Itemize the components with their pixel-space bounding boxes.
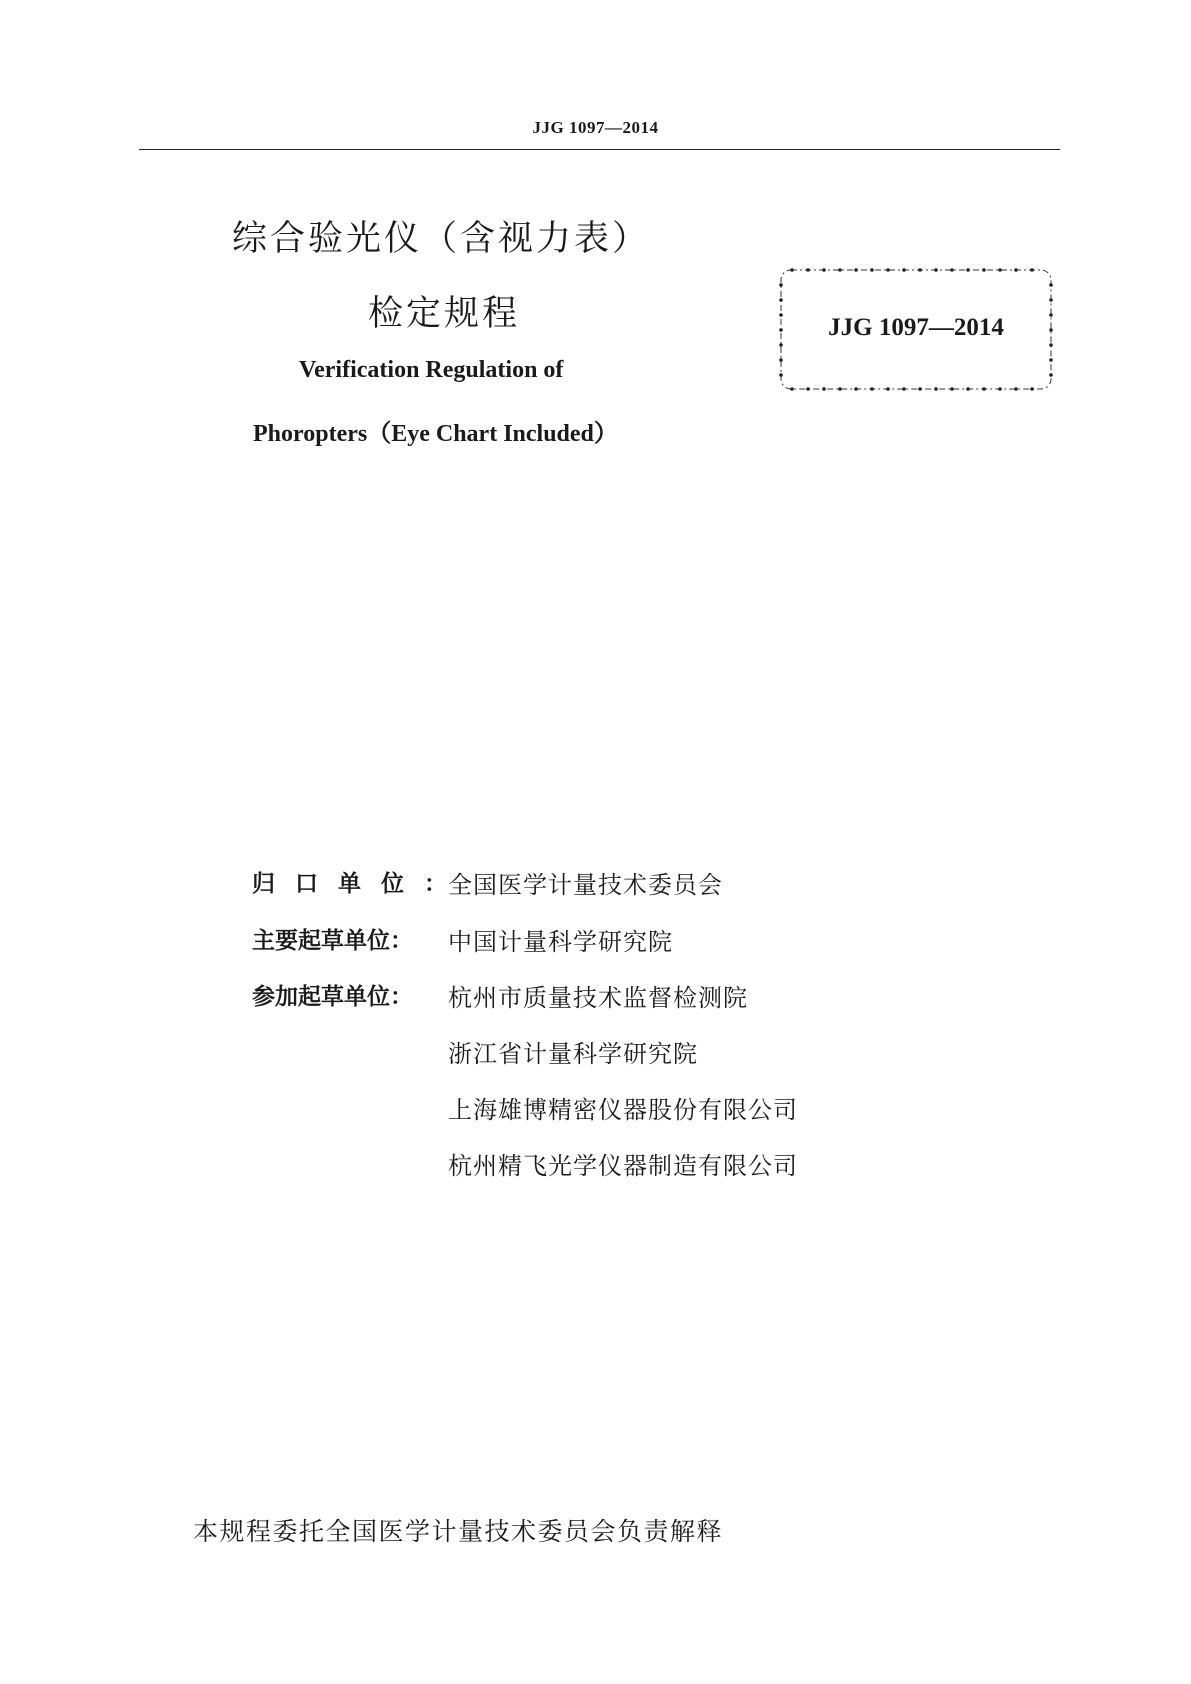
frame-dot [1049,283,1053,287]
interpretation-note: 本规程委托全国医学计量技术委员会负责解释 [193,1517,724,1546]
frame-dot [1014,387,1018,391]
frame-dot [886,387,890,391]
org-value: 全国医学计量技术委员会 [448,871,723,899]
frame-dot [950,387,954,391]
frame-dot [1049,298,1053,302]
title-english-line-2: Phoropters（Eye Chart Included） [253,421,618,447]
frame-dot [998,268,1002,272]
frame-dot [1049,373,1053,377]
frame-dot [806,268,810,272]
header-standard-code: JJG 1097—2014 [532,118,659,137]
frame-dot [806,387,810,391]
frame-dot [1030,268,1034,272]
frame-dot [918,268,922,272]
frame-dot [838,268,842,272]
frame-dot [1030,387,1034,391]
org-value: 杭州市质量技术监督检测院 [448,984,748,1012]
frame-dot [902,387,906,391]
stamp-standard-code: JJG 1097—2014 [828,314,1004,341]
frame-dot [1049,343,1053,347]
frame-dot [779,298,783,302]
frame-dot [779,343,783,347]
frame-dot [982,387,986,391]
org-label: 参加起草单位： [252,984,413,1010]
org-value: 上海雄博精密仪器股份有限公司 [448,1096,798,1124]
frame-dot [1014,268,1018,272]
frame-dot [854,387,858,391]
top-divider [139,149,1060,150]
frame-dot [934,268,938,272]
frame-dot [934,387,938,391]
org-value: 浙江省计量科学研究院 [448,1040,698,1068]
frame-dot [998,387,1002,391]
frame-dot [870,268,874,272]
frame-dot [966,387,970,391]
frame-dot [966,268,970,272]
frame-dot [870,387,874,391]
title-english-line-1: Verification Regulation of [299,357,564,383]
frame-dot [779,358,783,362]
frame-dot [822,387,826,391]
frame-dot [918,387,922,391]
frame-dot [854,268,858,272]
frame-dot [1049,358,1053,362]
org-label: 归口单位： [252,871,467,897]
title-chinese-line-1: 综合验光仪（含视力表） [232,219,651,259]
org-label: 主要起草单位： [252,928,413,954]
frame-dot [779,283,783,287]
org-value: 中国计量科学研究院 [448,928,673,956]
frame-dot [790,268,794,272]
frame-dot [982,268,986,272]
frame-dot [822,268,826,272]
title-chinese-line-2: 检定规程 [368,294,521,334]
frame-dot [779,373,783,377]
frame-dot [790,387,794,391]
frame-dot [838,387,842,391]
frame-dot [886,268,890,272]
frame-dot [950,268,954,272]
org-value: 杭州精飞光学仪器制造有限公司 [448,1152,798,1180]
frame-dot [902,268,906,272]
